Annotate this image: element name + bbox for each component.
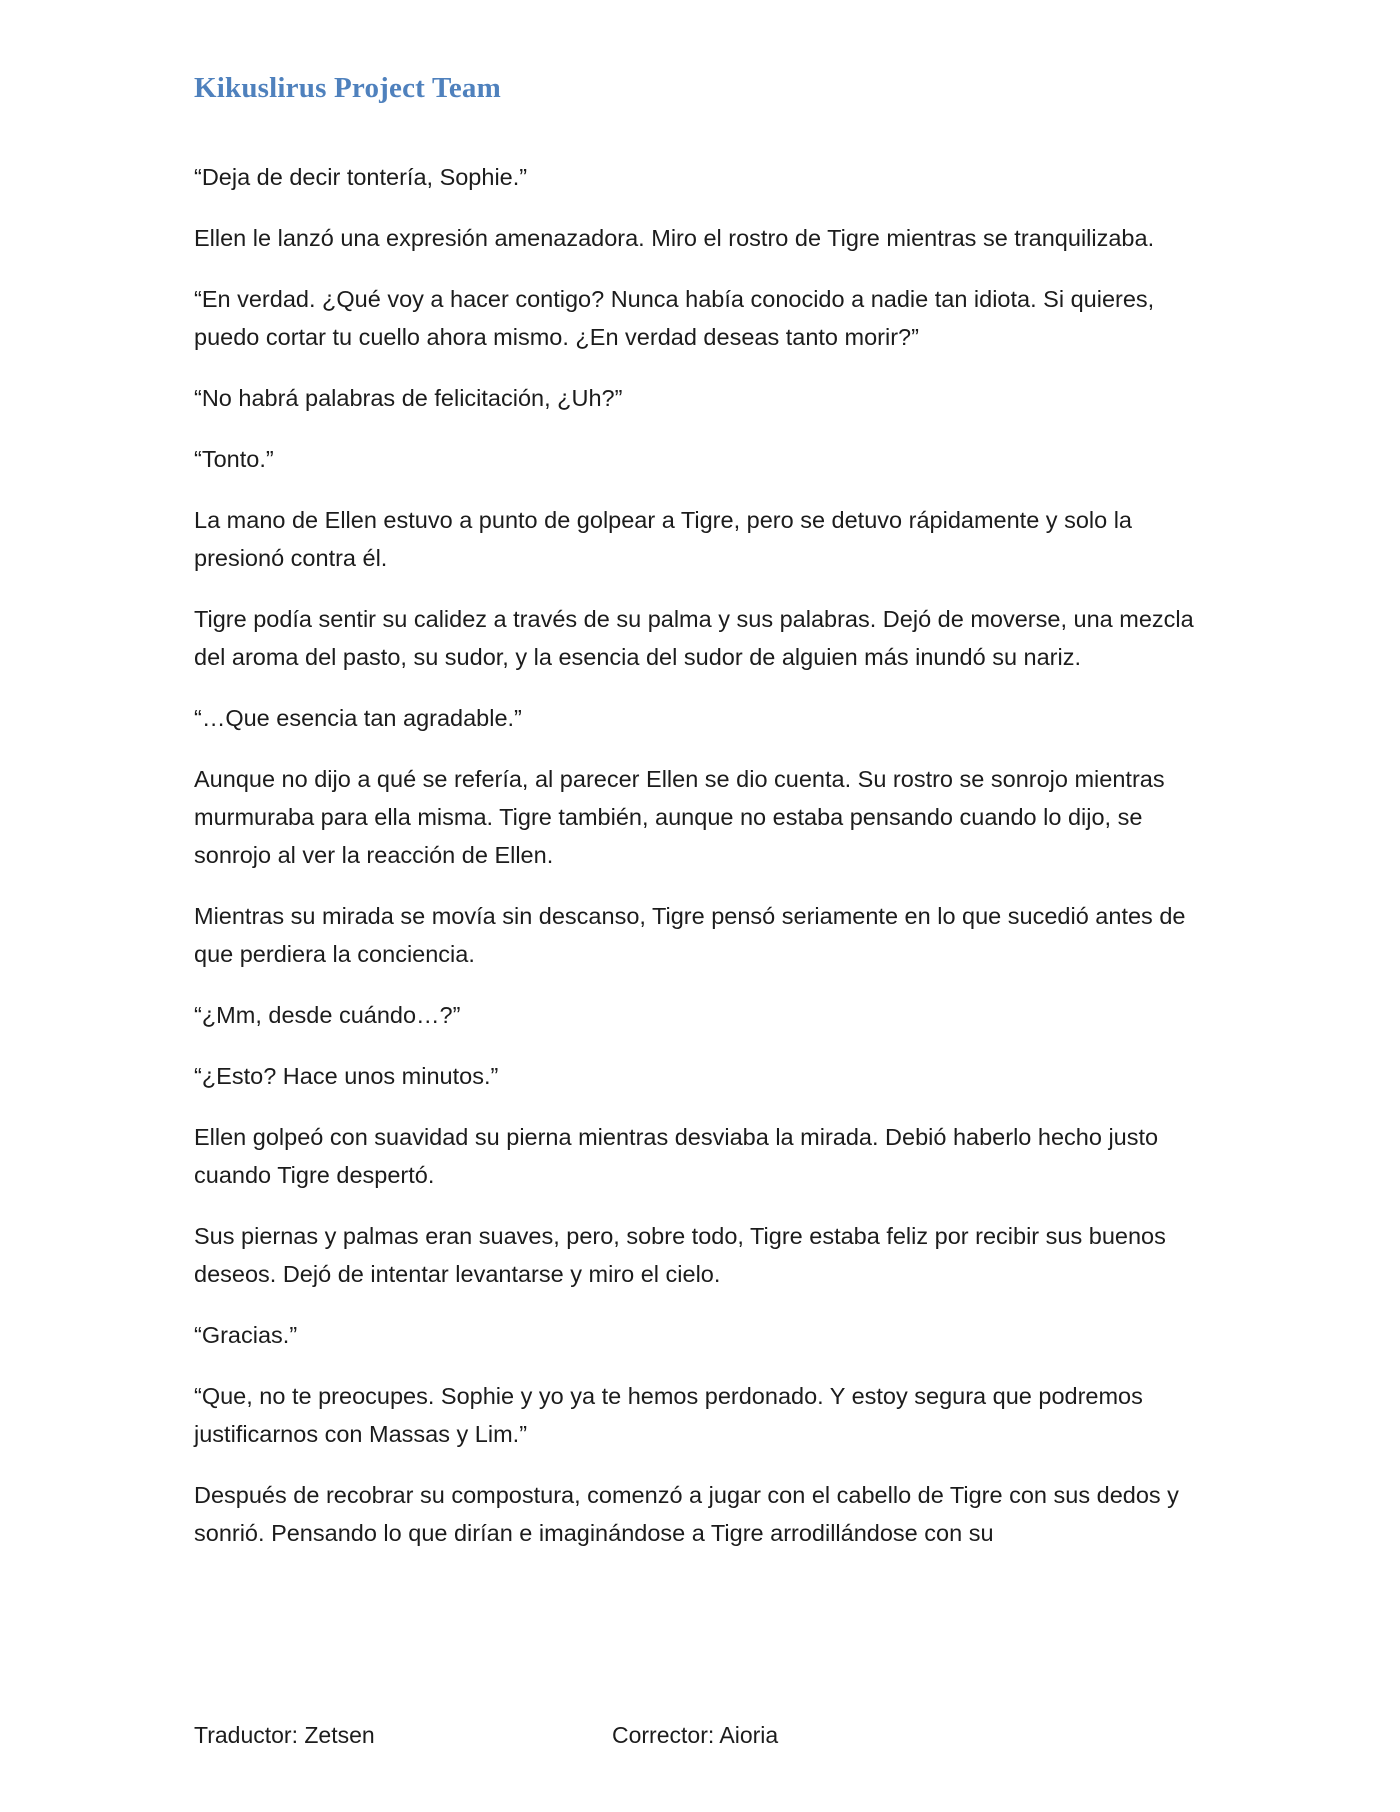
paragraph: “No habrá palabras de felicitación, ¿Uh?” [194, 385, 623, 411]
paragraph: “¿Esto? Hace unos minutos.” [194, 1063, 499, 1089]
paragraph: Ellen golpeó con suavidad su pierna mientras desviaba la mirada. Debió haberlo hecho justo cuando Tigre despertó. [194, 1124, 1159, 1188]
paragraph: “Deja de decir tontería, Sophie.” [194, 164, 528, 190]
paragraph: Sus piernas y palmas eran suaves, pero, sobre todo, Tigre estaba feliz por recibir sus buenos deseos. Dejó de intentar levantarse y miro el cielo. [194, 1223, 1166, 1287]
body-text [194, 158, 1224, 1575]
paragraph: “Tonto.” [194, 446, 274, 472]
paragraph: “…Que esencia tan agradable.” [194, 705, 522, 731]
paragraph: Tigre podía sentir su calidez a través de su palma y sus palabras. Dejó de moverse, una mezcla del aroma del pasto, su sudor, y la esencia del sudor de alguien más inundó su nariz. [194, 606, 1194, 670]
paragraph: Ellen le lanzó una expresión amenazadora. Miro el rostro de Tigre mientras se tranquilizaba. [194, 225, 1155, 251]
paragraph: La mano de Ellen estuvo a punto de golpear a Tigre, pero se detuvo rápidamente y solo la presionó contra él. [194, 507, 1133, 571]
paragraph: “En verdad. ¿Qué voy a hacer contigo? Nunca había conocido a nadie tan idiota. Si quieres, puedo cortar tu cuello ahora mismo. ¿En verdad deseas tanto morir?” [194, 286, 1155, 350]
paragraph: “¿Mm, desde cuándo…?” [194, 1002, 461, 1028]
corrector-credit: Corrector: Aioria [612, 1722, 779, 1748]
paragraph: Después de recobrar su compostura, comenzó a jugar con el cabello de Tigre con sus dedos y sonrió. Pensando lo que dirían e imaginándose a Tigre arrodillándose con su [194, 1482, 1179, 1546]
paragraph: “Que, no te preocupes. Sophie y yo ya te hemos perdonado. Y estoy segura que podremos justificarnos con Massas y Lim.” [194, 1383, 1143, 1447]
translator-credit: Traductor: Zetsen [194, 1722, 375, 1748]
team-header: Kikuslirus Project Team [194, 72, 501, 104]
paragraph: “Gracias.” [194, 1322, 298, 1348]
paragraph: Aunque no dijo a qué se refería, al parecer Ellen se dio cuenta. Su rostro se sonrojo mientras murmuraba para ella misma. Tigre también, aunque no estaba pensando cuando lo dijo, se sonrojo al ver la reacción de Ellen. [194, 766, 1165, 868]
paragraph: Mientras su mirada se movía sin descanso, Tigre pensó seriamente en lo que sucedió antes de que perdiera la conciencia. [194, 903, 1186, 967]
